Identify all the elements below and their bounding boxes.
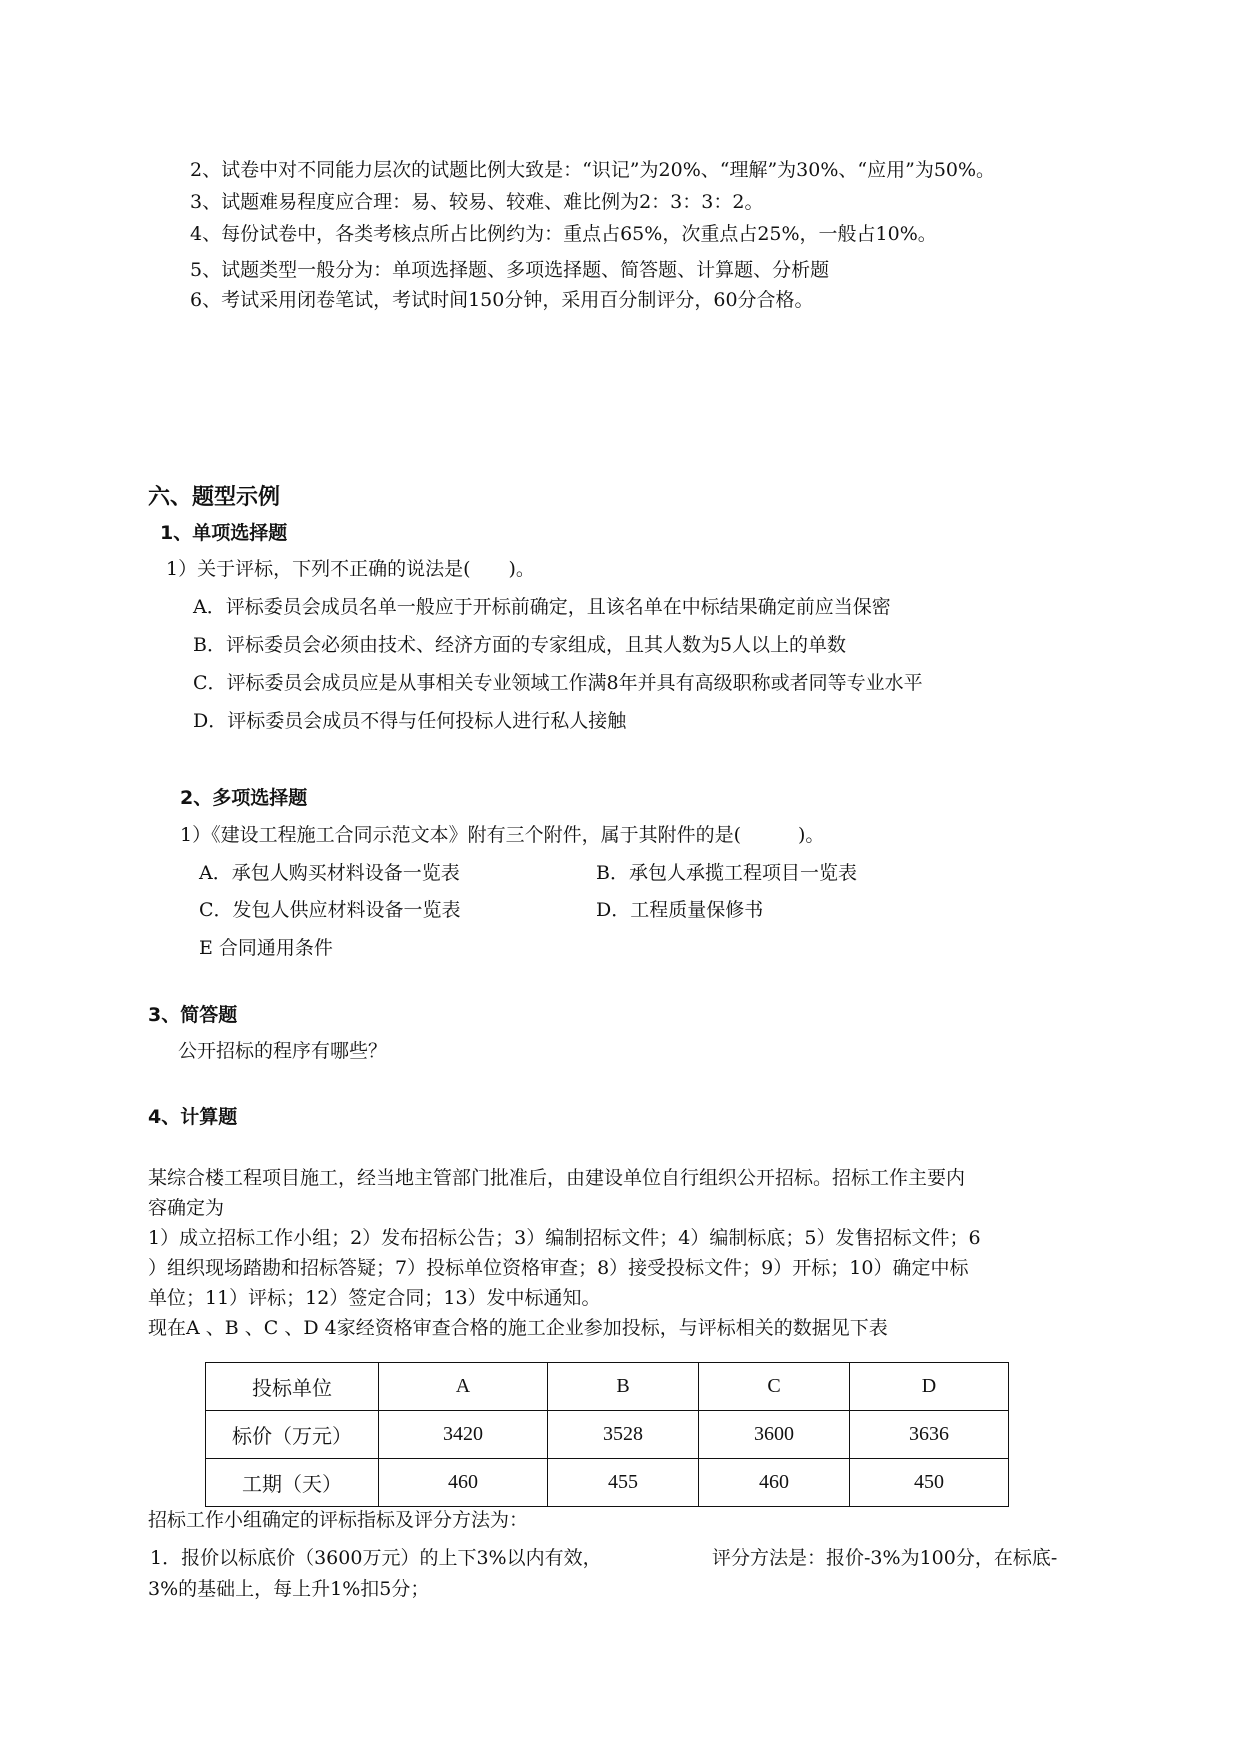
q2-option-a: A．承包人购买材料设备一览表 [199, 862, 460, 884]
table-cell: 3528 [548, 1411, 699, 1459]
table-cell: 3420 [379, 1411, 548, 1459]
table-cell: 450 [850, 1459, 1009, 1507]
q2-question: 1）《建设工程施工合同示范文本》附有三个附件，属于其附件的是( )。 [180, 824, 825, 846]
table-cell: 460 [699, 1459, 850, 1507]
table-header-row [206, 1363, 1009, 1411]
q1-option-c: C．评标委员会成员应是从事相关专业领域工作满8年并具有高级职称或者同等专业水平 [193, 672, 923, 694]
table-row [206, 1459, 1009, 1507]
q2-option-e: E 合同通用条件 [199, 937, 333, 959]
table-row [206, 1411, 1009, 1459]
q1-option-d: D．评标委员会成员不得与任何投标人进行私人接触 [193, 710, 627, 732]
table-header-cell: 投标单位 [206, 1363, 379, 1411]
table-header-cell: C [699, 1363, 850, 1411]
q4-heading: 4、计算题 [148, 1106, 238, 1128]
bid-data-table [205, 1362, 1009, 1507]
q4-steps-line-1: 1）成立招标工作小组；2）发布招标公告；3）编制招标文件；4）编制标底；5）发售招标文件；6 [148, 1227, 981, 1249]
method-intro: 招标工作小组确定的评标指标及评分方法为： [148, 1509, 529, 1531]
table-cell: 455 [548, 1459, 699, 1507]
table-header-cell: A [379, 1363, 548, 1411]
q1-option-a: A．评标委员会成员名单一般应于开标前确定，且该名单在中标结果确定前应当保密 [193, 596, 891, 618]
table-cell: 3636 [850, 1411, 1009, 1459]
rule-6: 6、考试采用闭卷笔试，考试时间150分钟，采用百分制评分，60分合格。 [190, 289, 814, 311]
table-cell: 460 [379, 1459, 548, 1507]
q1-option-b: B．评标委员会必须由技术、经济方面的专家组成，且其人数为5人以上的单数 [193, 634, 847, 656]
method-1-part-c: 3%的基础上，每上升1%扣5分； [148, 1578, 430, 1600]
rule-3: 3、试题难易程度应合理：易、较易、较难、难比例为2：3：3：2。 [190, 191, 764, 213]
rule-5: 5、试题类型一般分为：单项选择题、多项选择题、简答题、计算题、分析题 [190, 259, 830, 281]
table-cell: 工期（天） [206, 1459, 379, 1507]
table-cell: 3600 [699, 1411, 850, 1459]
method-1-part-a: 1．报价以标底价（3600万元）的上下3%以内有效， [150, 1547, 602, 1569]
table-header-cell: D [850, 1363, 1009, 1411]
method-1-part-b: 评分方法是：报价-3%为100分，在标底- [712, 1547, 1058, 1569]
q2-heading: 2、多项选择题 [180, 787, 308, 809]
rule-2: 2、试卷中对不同能力层次的试题比例大致是：“识记”为20%、“理解”为30%、“应用”为50%。 [190, 159, 996, 181]
q4-para-line-1: 某综合楼工程项目施工，经当地主管部门批准后，由建设单位自行组织公开招标。招标工作主要内 [148, 1167, 966, 1189]
q3-heading: 3、简答题 [148, 1004, 238, 1026]
section-title: 六、题型示例 [148, 485, 281, 510]
table-cell: 标价（万元） [206, 1411, 379, 1459]
q4-para-line-2: 容确定为 [148, 1197, 225, 1219]
q2-option-c: C．发包人供应材料设备一览表 [199, 899, 461, 921]
rule-4: 4、每份试卷中，各类考核点所占比例约为：重点占65%，次重点占25%，一般占10%。 [190, 223, 937, 245]
q4-table-intro: 现在A 、B 、C 、D 4家经资格审查合格的施工企业参加投标，与评标相关的数据见下表 [148, 1317, 888, 1339]
q1-question: 1）关于评标，下列不正确的说法是( )。 [166, 558, 535, 580]
q4-steps-line-2: ）组织现场踏勘和招标答疑；7）投标单位资格审查；8）接受投标文件；9）开标；10）确定中标 [148, 1257, 969, 1279]
table-header-cell: B [548, 1363, 699, 1411]
q1-heading: 1、单项选择题 [160, 522, 288, 544]
q4-steps-line-3: 单位；11）评标；12）签定合同；13）发中标通知。 [148, 1287, 601, 1309]
q3-question: 公开招标的程序有哪些？ [178, 1040, 388, 1062]
q2-option-b: B．承包人承揽工程项目一览表 [596, 862, 857, 884]
q2-option-d: D．工程质量保修书 [596, 899, 764, 921]
